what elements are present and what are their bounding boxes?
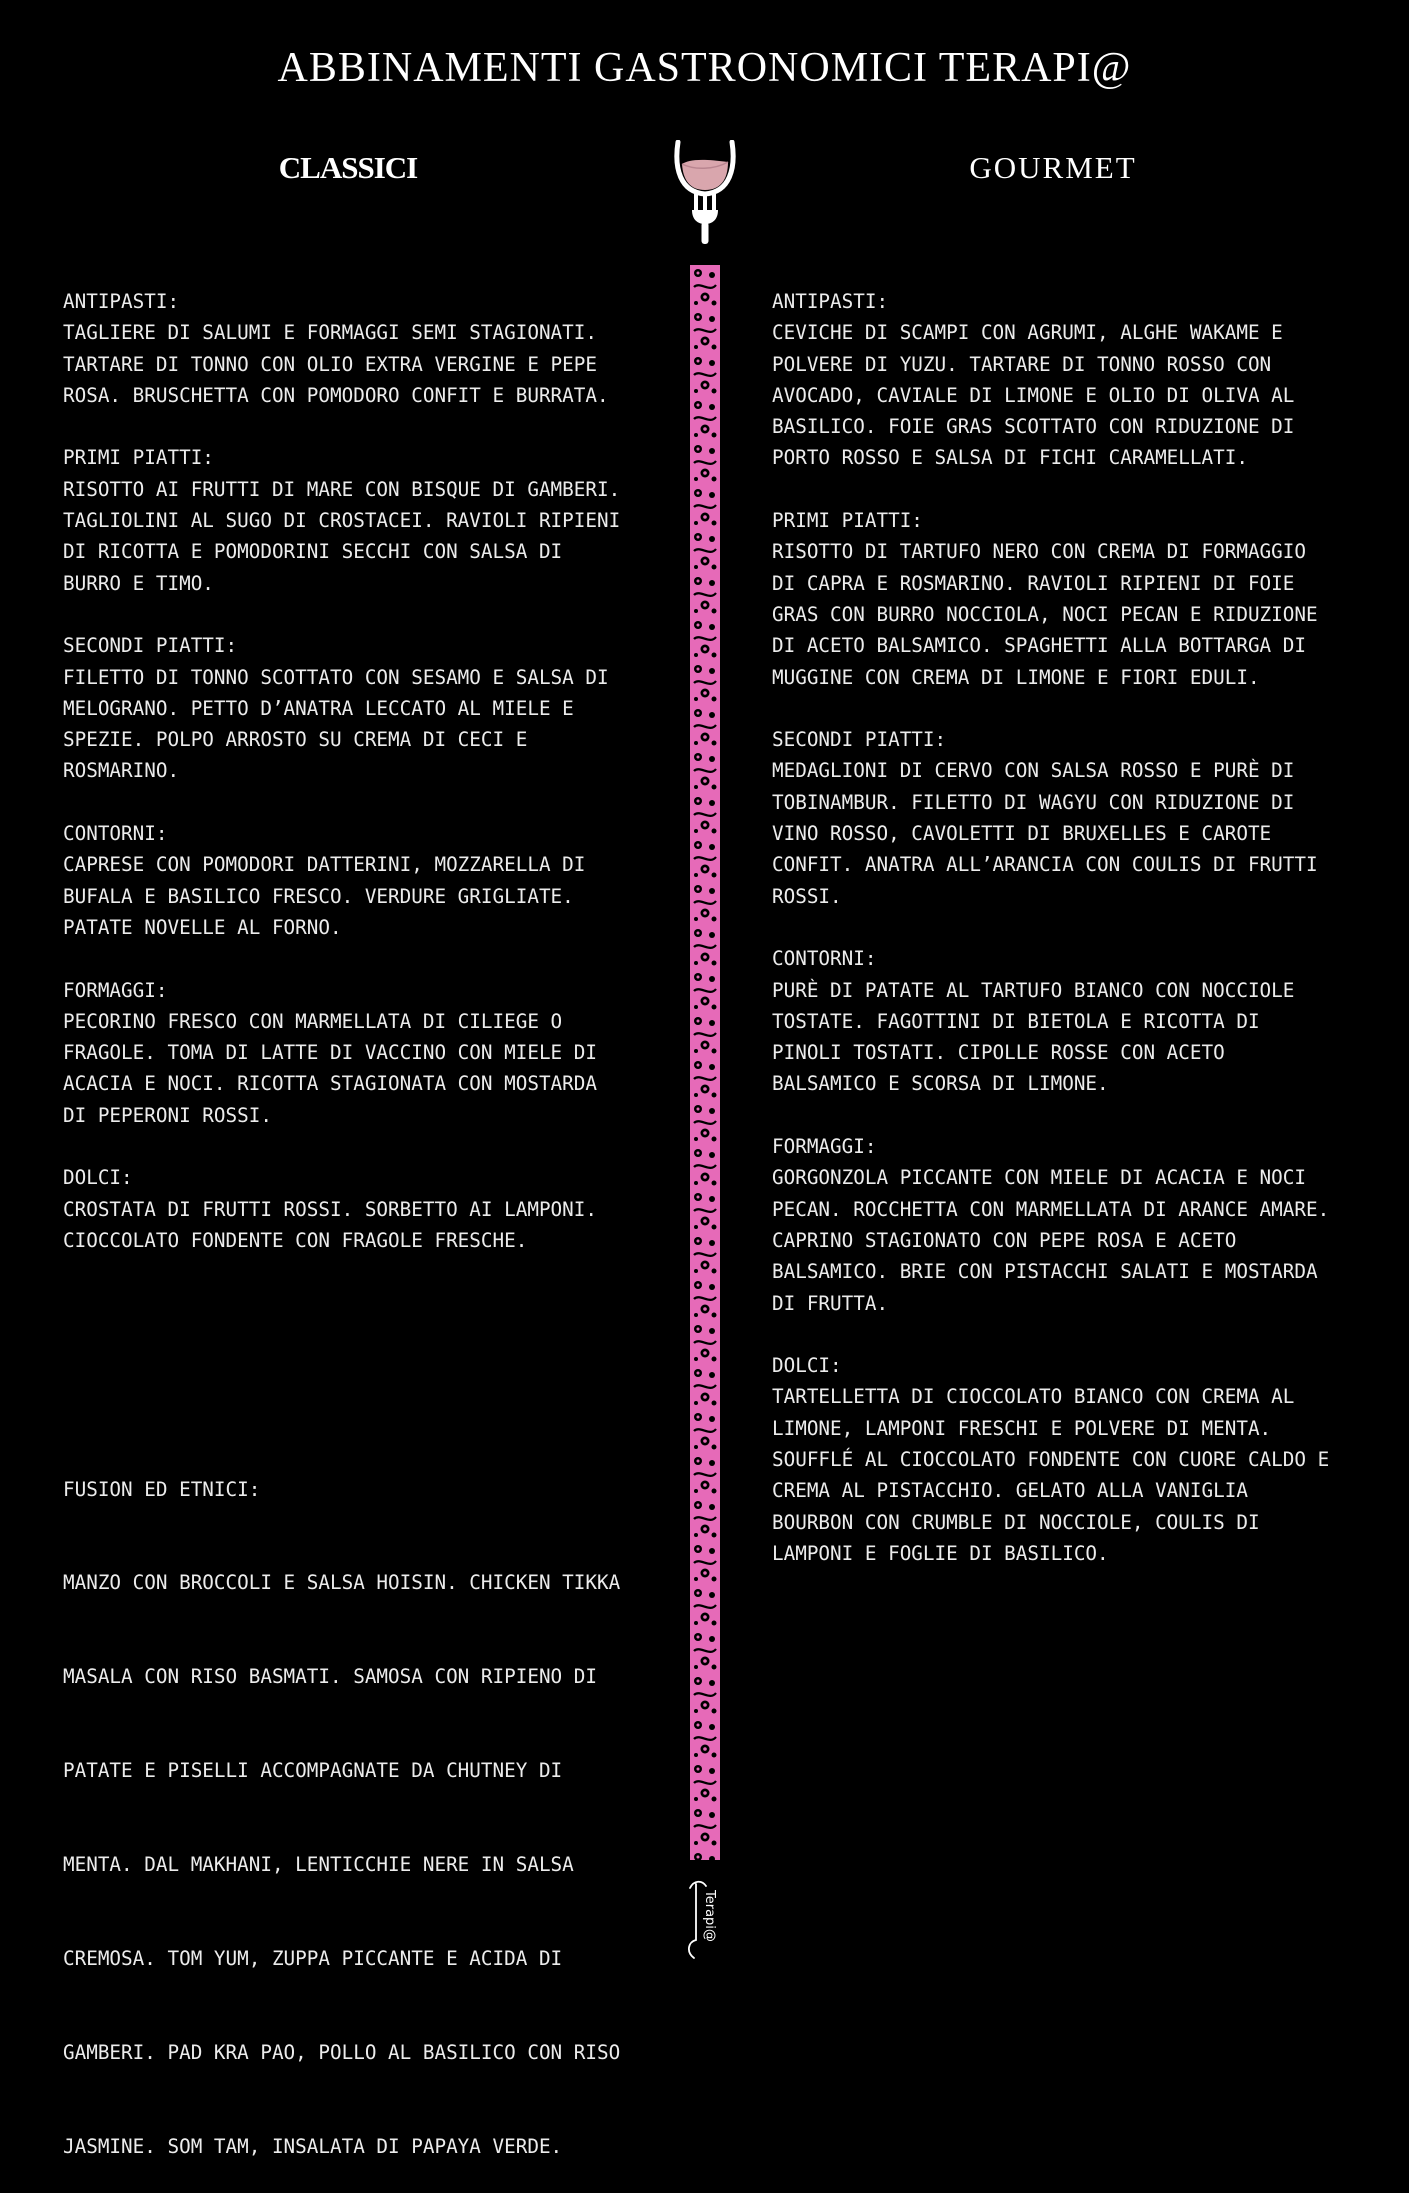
dish-line: VINO ROSSO, CAVOLETTI DI BRUXELLES E CAROTE <box>772 822 1272 846</box>
section-title: FORMAGGI: <box>63 978 168 1002</box>
dish-line: BASILICO. FOIE GRAS SCOTTATO CON RIDUZIONE DI <box>772 415 1295 439</box>
section-title: DOLCI: <box>63 1166 133 1190</box>
dish-line: MUGGINE CON CREMA DI LIMONE E FIORI EDULI. <box>772 665 1260 689</box>
menu-section <box>772 724 1372 912</box>
column-classici <box>63 286 663 1256</box>
dish-line: GRAS CON BURRO NOCCIOLA, NOCI PECAN E RIDUZIONE <box>772 602 1318 626</box>
section-title: CONTORNI: <box>63 822 168 846</box>
section-title: ANTIPASTI: <box>772 290 889 313</box>
dish-line: CAPRINO STAGIONATO CON PEPE ROSA E ACETO <box>772 1228 1237 1252</box>
dish-line: RISOTTO DI TARTUFO NERO CON CREMA DI FORMAGGIO <box>772 540 1306 564</box>
column-heading-classici: CLASSICI <box>278 150 418 185</box>
page-title: ABBINAMENTI GASTRONOMICI TERAPI@ <box>277 45 1132 91</box>
fusion-line: MANZO CON BROCCOLI E SALSA HOISIN. CHICKEN TIKKA <box>63 1571 621 1595</box>
column-heading-gourmet: GOURMET <box>969 150 1137 185</box>
dish-line: CAPRESE CON POMODORI DATTERINI, MOZZARELLA DI <box>63 853 586 877</box>
section-title: FUSION ED ETNICI: <box>63 1477 261 1501</box>
section-title: PRIMI PIATTI: <box>772 509 923 533</box>
dish-line: DI PEPERONI ROSSI. <box>63 1103 272 1127</box>
dish-line: BUFALA E BASILICO FRESCO. VERDURE GRIGLIATE. <box>63 884 574 908</box>
section-title: CONTORNI: <box>772 947 877 971</box>
signature-text: Terapi@ <box>702 1890 717 1942</box>
dish-line: BALSAMICO E SCORSA DI LIMONE. <box>772 1072 1109 1096</box>
dish-line: PATATE NOVELLE AL FORNO. <box>63 915 342 939</box>
fusion-line: GAMBERI. PAD KRA PAO, POLLO AL BASILICO CON RISO <box>63 2040 621 2064</box>
dish-line: ACACIA E NOCI. RICOTTA STAGIONATA CON MOSTARDA <box>63 1072 597 1096</box>
menu-section <box>772 1350 1372 1569</box>
menu-section <box>772 505 1372 693</box>
dish-line: PORTO ROSSO E SALSA DI FICHI CARAMELLATI. <box>772 446 1248 470</box>
section-title: FORMAGGI: <box>772 1135 877 1159</box>
dish-line: SOUFFLÉ AL CIOCCOLATO FONDENTE CON CUORE CALDO E <box>772 1447 1330 1471</box>
fusion-line: MASALA CON RISO BASMATI. SAMOSA CON RIPIENO DI <box>63 1665 597 1689</box>
dish-line: GORGONZOLA PICCANTE CON MIELE DI ACACIA E NOCI <box>772 1166 1306 1190</box>
wine-glass-fork-icon <box>670 140 740 248</box>
menu-section <box>63 630 663 786</box>
dish-line: FRAGOLE. TOMA DI LATTE DI VACCINO CON MIELE DI <box>63 1041 597 1065</box>
dish-line: CREMA AL PISTACCHIO. GELATO ALLA VANIGLIA <box>772 1479 1248 1503</box>
dish-line: PECAN. ROCCHETTA CON MARMELLATA DI ARANCE AMARE. <box>772 1197 1330 1221</box>
floral-vine-divider <box>690 265 720 1860</box>
section-title: SECONDI PIATTI: <box>63 634 238 658</box>
section-title: ANTIPASTI: <box>63 290 180 313</box>
dish-line: FILETTO DI TONNO SCOTTATO CON SESAMO E SALSA DI <box>63 665 609 689</box>
dish-line: PINOLI TOSTATI. CIPOLLE ROSSE CON ACETO <box>772 1041 1225 1065</box>
section-title: DOLCI: <box>772 1354 842 1378</box>
dish-line: TOSTATE. FAGOTTINI DI BIETOLA E RICOTTA DI <box>772 1009 1260 1033</box>
dish-line: BALSAMICO. BRIE CON PISTACCHI SALATI E MOSTARDA <box>772 1260 1318 1284</box>
dish-line: DI ACETO BALSAMICO. SPAGHETTI ALLA BOTTARGA DI <box>772 634 1306 658</box>
menu-section <box>63 442 663 598</box>
column-gourmet <box>772 286 1372 1569</box>
dish-line: PURÈ DI PATATE AL TARTUFO BIANCO CON NOCCIOLE <box>772 978 1295 1002</box>
dish-line: RISOTTO AI FRUTTI DI MARE CON BISQUE DI GAMBERI. <box>63 477 621 501</box>
dish-line: DI RICOTTA E POMODORINI SECCHI CON SALSA DI <box>63 540 563 564</box>
menu-section <box>772 943 1372 1099</box>
dish-line: CIOCCOLATO FONDENTE CON FRAGOLE FRESCHE. <box>63 1228 528 1252</box>
dish-line: ROSSI. <box>772 884 842 908</box>
dish-line: TAGLIERE DI SALUMI E FORMAGGI SEMI STAGIONATI. <box>63 321 597 345</box>
dish-line: TARTARE DI TONNO CON OLIO EXTRA VERGINE E PEPE <box>63 352 597 376</box>
dish-line: DI FRUTTA. <box>772 1291 889 1315</box>
dish-line: PECORINO FRESCO CON MARMELLATA DI CILIEGE O <box>63 1009 563 1033</box>
dish-line: ROSMARINO. <box>63 759 180 783</box>
menu-section <box>63 286 663 411</box>
fusion-line: PATATE E PISELLI ACCOMPAGNATE DA CHUTNEY DI <box>63 1759 563 1783</box>
dish-line: MELOGRANO. PETTO D’ANATRA LECCATO AL MIELE E <box>63 696 574 720</box>
section-title: PRIMI PIATTI: <box>63 446 214 470</box>
fusion-line: JASMINE. SOM TAM, INSALATA DI PAPAYA VERDE. <box>63 2134 563 2158</box>
dish-line: DI CAPRA E ROSMARINO. RAVIOLI RIPIENI DI FOIE <box>772 571 1295 595</box>
dish-line: TAGLIOLINI AL SUGO DI CROSTACEI. RAVIOLI RIPIENI <box>63 509 621 533</box>
signature-logo <box>680 1878 730 1963</box>
menu-section <box>63 1162 663 1256</box>
section-title: SECONDI PIATTI: <box>772 728 947 752</box>
menu-section <box>772 1131 1372 1319</box>
dish-line: LAMPONI E FOGLIE DI BASILICO. <box>772 1541 1109 1565</box>
fusion-line: CREMOSA. TOM YUM, ZUPPA PICCANTE E ACIDA DI <box>63 1947 563 1971</box>
dish-line: CEVICHE DI SCAMPI CON AGRUMI, ALGHE WAKAME E <box>772 321 1283 345</box>
menu-section <box>772 286 1372 474</box>
dish-line: ROSA. BRUSCHETTA CON POMODORO CONFIT E BURRATA. <box>63 383 609 407</box>
menu-section <box>63 818 663 943</box>
dish-line: SPEZIE. POLPO ARROSTO SU CREMA DI CECI E <box>63 728 528 752</box>
menu-section <box>63 975 663 1131</box>
dish-line: CROSTATA DI FRUTTI ROSSI. SORBETTO AI LAMPONI. <box>63 1197 597 1221</box>
dish-line: TOBINAMBUR. FILETTO DI WAGYU CON RIDUZIONE DI <box>772 790 1295 814</box>
dish-line: AVOCADO, CAVIALE DI LIMONE E OLIO DI OLIVA AL <box>772 383 1295 407</box>
dish-line: MEDAGLIONI DI CERVO CON SALSA ROSSO E PURÈ DI <box>772 759 1295 783</box>
dish-line: CONFIT. ANATRA ALL’ARANCIA CON COULIS DI FRUTTI <box>772 853 1318 877</box>
fusion-line: MENTA. DAL MAKHANI, LENTICCHIE NERE IN SALSA <box>63 1853 574 1877</box>
dish-line: BOURBON CON CRUMBLE DI NOCCIOLE, COULIS DI <box>772 1510 1260 1534</box>
dish-line: POLVERE DI YUZU. TARTARE DI TONNO ROSSO CON <box>772 352 1272 376</box>
section-fusion <box>63 1411 663 2193</box>
dish-line: BURRO E TIMO. <box>63 571 214 595</box>
dish-line: TARTELLETTA DI CIOCCOLATO BIANCO CON CREMA AL <box>772 1385 1295 1409</box>
dish-line: LIMONE, LAMPONI FRESCHI E POLVERE DI MENTA. <box>772 1416 1272 1440</box>
